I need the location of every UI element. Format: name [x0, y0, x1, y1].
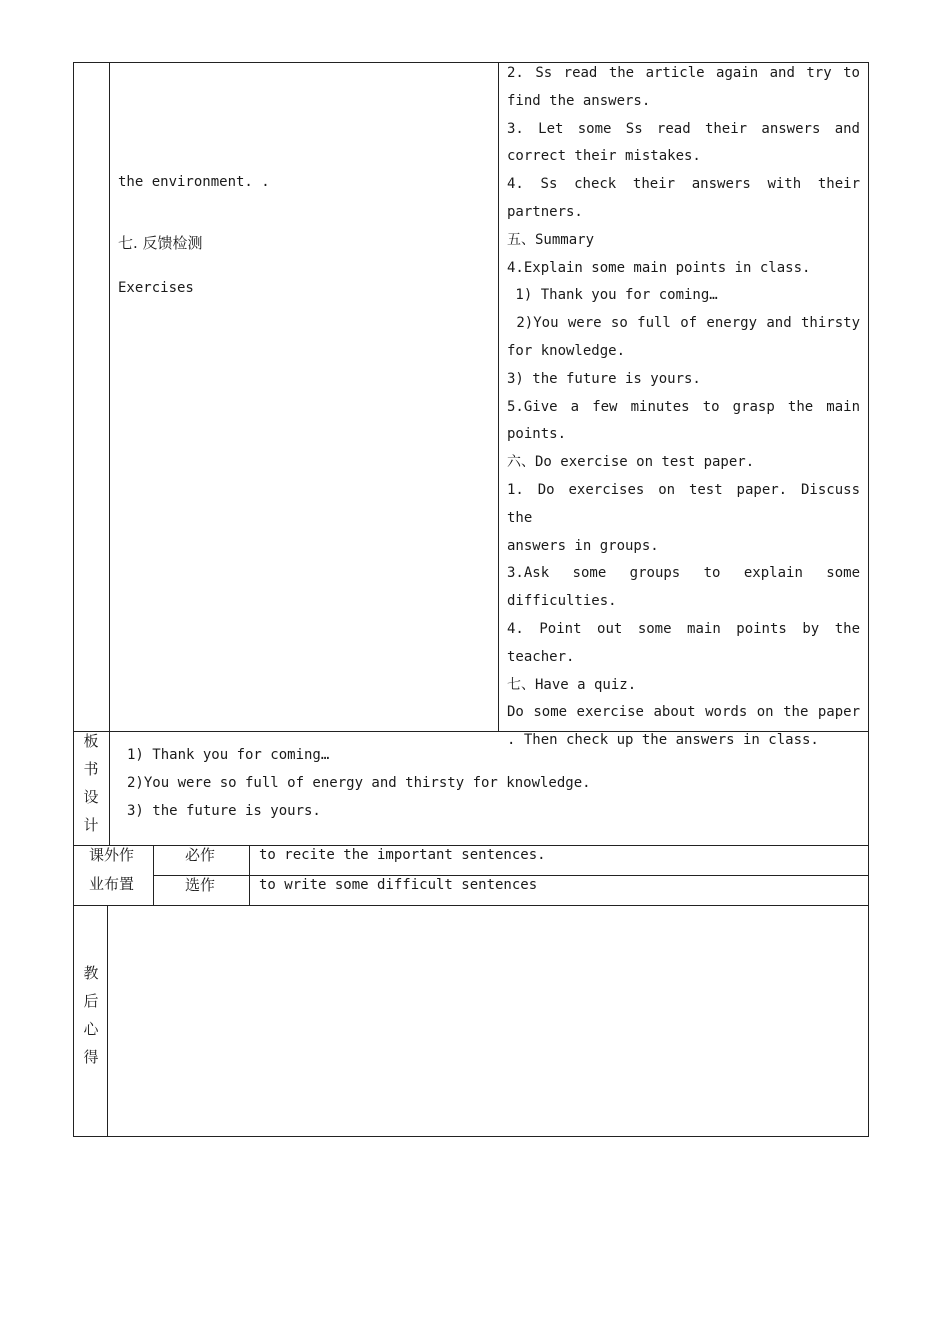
step-line: 4. Point out some main points by the [507, 620, 860, 637]
step-line: 3.Ask some groups to explain some [507, 565, 860, 582]
board-label-char: 计 [83, 816, 99, 834]
required-homework-label: 必作 [185, 846, 216, 864]
left-section-seven-heading: 七. 反馈检测 [118, 234, 203, 252]
section-seven-quiz-heading: 七、Have a quiz. [507, 676, 637, 693]
step-line: 1) Thank you for coming… [507, 287, 718, 304]
step-line: partners. [507, 203, 583, 220]
step-line: 2)You were so full of energy and thirsty [507, 315, 860, 332]
step-line: 3) the future is yours. [507, 370, 701, 387]
left-environment-text: the environment. . [118, 174, 270, 190]
step-line: 2. Ss read the article again and try to [507, 65, 860, 81]
reflection-label-char: 心 [83, 1020, 99, 1038]
reflection-label-char: 教 [83, 964, 99, 982]
section-six-heading: 六、Do exercise on test paper. [507, 454, 755, 471]
reflection-label-char: 得 [83, 1048, 99, 1066]
step-line: difficulties. [507, 593, 617, 610]
section-five-heading: 五、Summary [507, 231, 595, 248]
homework-type-divider [249, 845, 250, 906]
step-line: for knowledge. [507, 342, 626, 359]
board-design-label [81, 727, 101, 839]
board-label-divider [109, 731, 110, 845]
right-column-steps [507, 60, 860, 755]
optional-homework-label: 选作 [185, 876, 216, 894]
reflection-label [81, 959, 101, 1071]
homework-label-line1: 课外作 [89, 846, 135, 864]
step-line: answers in groups. [507, 537, 659, 554]
board-line: 1) Thank you for coming… [127, 747, 330, 763]
step-line: 4.Explain some main points in class. [507, 259, 811, 276]
top-middle-divider [498, 62, 499, 732]
board-label-char: 板 [83, 732, 99, 750]
step-line: . Then check up the answers in class. [507, 732, 819, 749]
reflection-content-area [108, 906, 868, 1136]
left-exercises-text: Exercises [118, 280, 194, 296]
step-line: 1. Do exercises on test paper. Discuss the [507, 481, 860, 526]
board-line: 3) the future is yours. [127, 803, 321, 819]
step-line: Do some exercise about words on the paper [507, 704, 860, 721]
reflection-label-char: 后 [83, 992, 99, 1010]
required-homework-text: to recite the important sentences. [259, 847, 546, 863]
step-line: teacher. [507, 648, 575, 665]
step-line: 5.Give a few minutes to grasp the main [507, 398, 860, 415]
step-line: 3. Let some Ss read their answers and [507, 120, 860, 137]
step-line: 4. Ss check their answers with their [507, 176, 860, 193]
optional-homework-text: to write some difficult sentences [259, 877, 538, 893]
board-label-char: 书 [83, 760, 99, 778]
step-line: find the answers. [507, 92, 651, 109]
board-label-char: 设 [83, 788, 99, 806]
step-line: correct their mistakes. [507, 148, 701, 165]
homework-label-line2: 业布置 [89, 875, 135, 893]
top-left-narrow-divider [109, 62, 110, 732]
board-line: 2)You were so full of energy and thirsty for knowledge. [127, 775, 591, 791]
homework-label-divider [153, 845, 154, 906]
step-line: points. [507, 426, 567, 443]
